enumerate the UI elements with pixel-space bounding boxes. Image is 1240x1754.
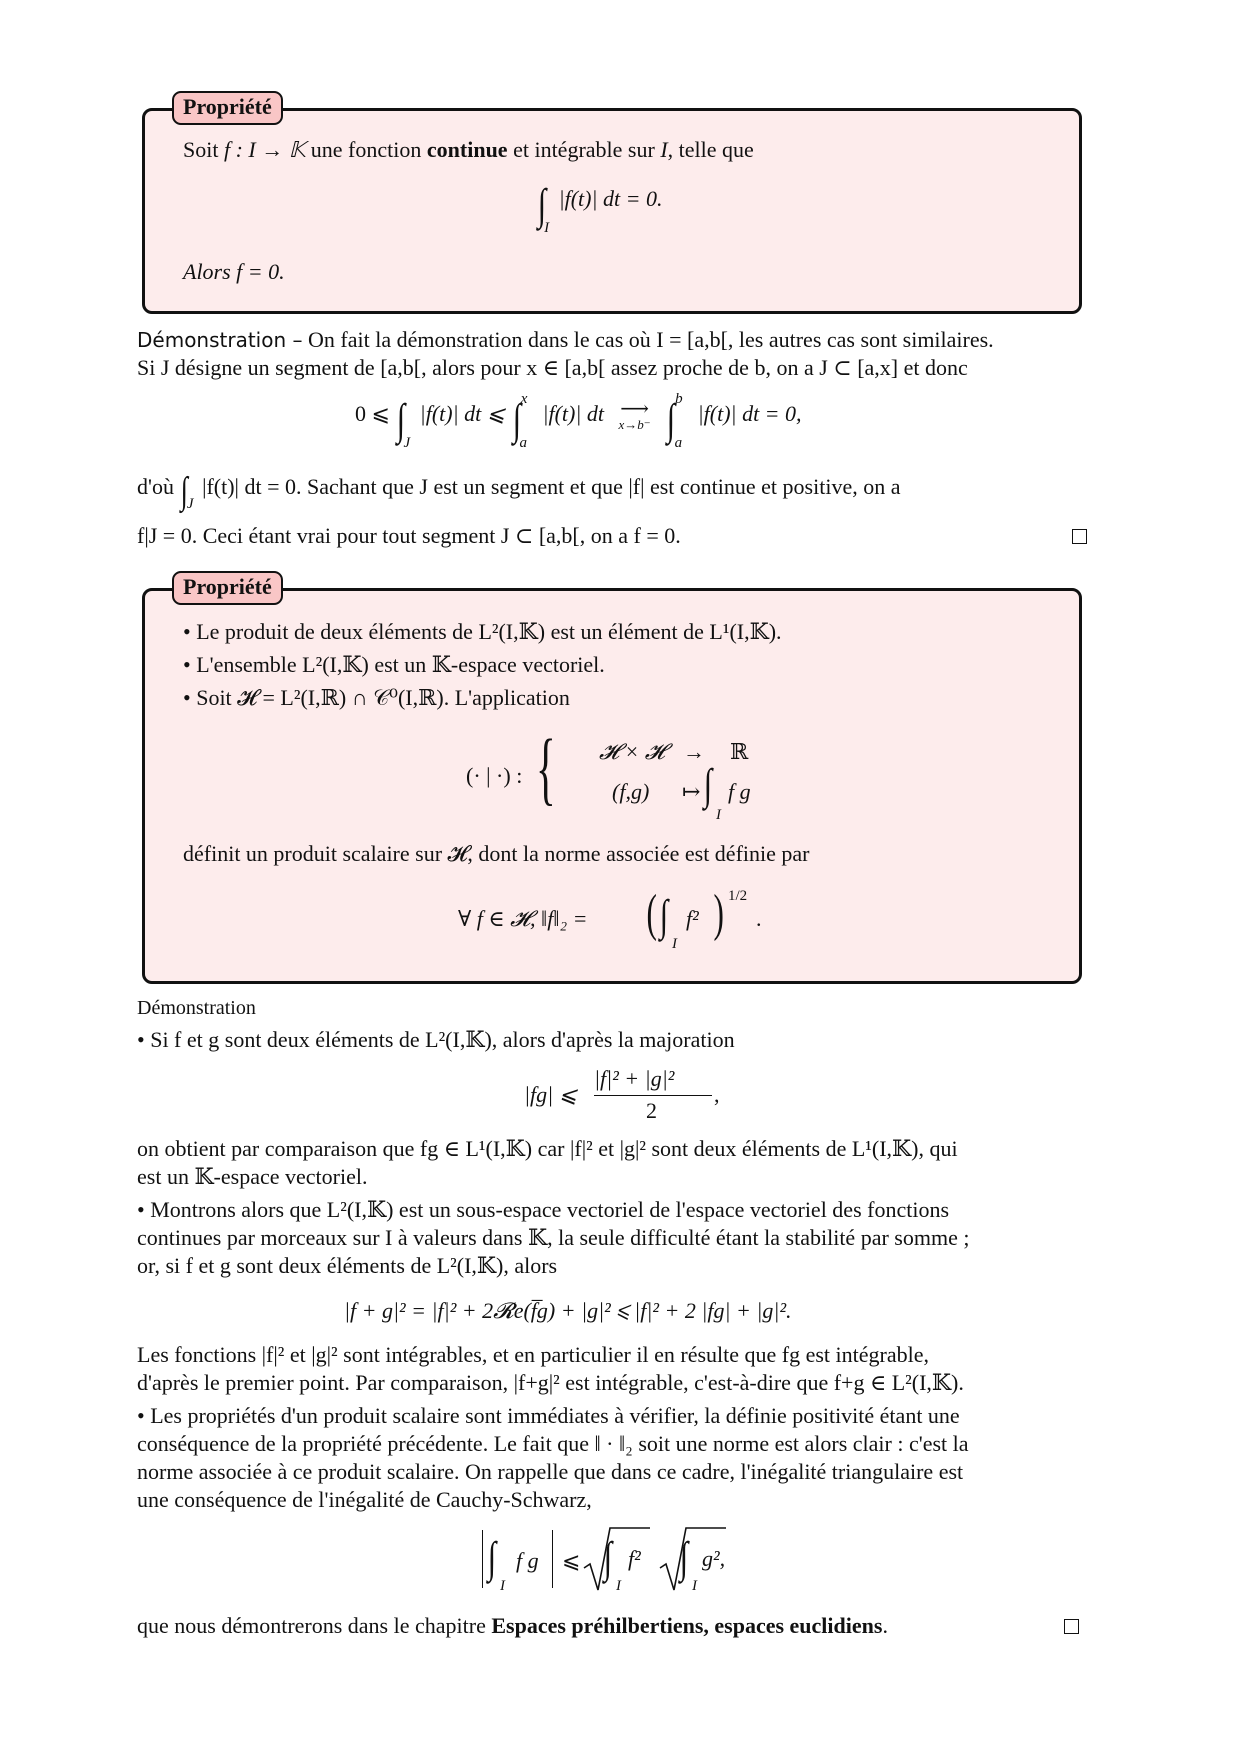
property-1-statement: Soit f : I → 𝕂 une fonction continue et intégrable sur I, telle que <box>183 137 754 162</box>
demo-2-p4a: Les fonctions |f|² et |g|² sont intégrables, et en particulier il en résulte que fg est intégrable, <box>137 1342 929 1367</box>
property-tag-2: Propriété <box>172 571 283 605</box>
demo-1-line-2: Si J désigne un segment de [a,b[, alors pour x ∈ [a,b[ assez proche de b, on a J ⊂ [a,x] et donc <box>137 355 968 380</box>
limit-arrow: ⟶ x→b⁻ <box>618 398 651 432</box>
demo-2-p4b: d'après le premier point. Par comparaison, |f+g|² est intégrable, c'est-à-dire que f+g ∈ L²(I,𝕂). <box>137 1370 964 1395</box>
property-2-bullet-1: • Le produit de deux éléments de L²(I,𝕂) est un élément de L¹(I,𝕂). <box>183 619 782 644</box>
integral-sign: ∫ <box>537 180 547 229</box>
abs-bar-right <box>552 1530 553 1588</box>
majoration: |fg| ⩽ |f|² + |g|² 2 , <box>524 1066 720 1123</box>
integral-sign: ∫ <box>512 394 521 444</box>
integral-sign: ∫ <box>659 891 669 940</box>
property-2-after: définit un produit scalaire sur 𝓗, dont la norme associée est définie par <box>183 841 810 866</box>
comma: , <box>714 1082 720 1107</box>
integral-sign: ∫ <box>181 470 189 512</box>
integral-sign: ∫ <box>397 394 406 444</box>
property-1-conclusion: Alors f = 0. <box>183 259 285 284</box>
right-paren: ) <box>713 885 724 942</box>
demo-2-p5c: norme associée à ce produit scalaire. On rappelle que dans ce cadre, l'inégalité triangulaire est <box>137 1459 964 1484</box>
qed-square-icon <box>1072 529 1087 544</box>
demo-2-last: que nous démontrerons dans le chapitre Espaces préhilbertiens, espaces euclidiens. <box>137 1613 888 1638</box>
integral-sign: ∫ <box>487 1533 497 1582</box>
property-2-bullet-3: • Soit 𝓗 = L²(I,ℝ) ∩ 𝒞⁰(I,ℝ). L'application <box>183 685 570 710</box>
demo-2-p5a: • Les propriétés d'un produit scalaire sont immédiates à vérifier, la définie positivité étant une <box>137 1403 960 1428</box>
demo-1-line-4: f|J = 0. Ceci étant vrai pour tout segment J ⊂ [a,b[, on a f = 0. <box>137 523 681 548</box>
demo-2-p2b: est un 𝕂-espace vectoriel. <box>137 1164 368 1189</box>
sum-inequality: |f + g|² = |f|² + 2𝓡e(f̅g) + |g|² ⩽ |f|² + 2 |fg| + |g|². <box>344 1298 792 1323</box>
demo-2-p3c: or, si f et g sont deux éléments de L²(I,𝕂), alors <box>137 1253 558 1278</box>
integral-sign: ∫ <box>603 1533 613 1582</box>
integral-sign: ∫ <box>703 760 713 809</box>
inner-product-map: (· | ·) : { 𝓗 × 𝓗 → ℝ (f,g) ↦ ∫ I f g <box>466 722 751 823</box>
property-2-bullet-2: • L'ensemble L²(I,𝕂) est un 𝕂-espace vectoriel. <box>183 652 605 677</box>
norm-definition: ∀ f ∈ 𝓗, ‖f‖₂ = ( ∫ I f² ) 1/2 . <box>458 885 762 952</box>
demo-2-p5d: une conséquence de l'inégalité de Cauchy-Schwarz, <box>137 1487 592 1512</box>
demo-1-line-3: d'où $\int_J$ |f(t)| dt = 0. Sachant que J est un segment et que |f| est continue et positive, on a <box>137 470 901 513</box>
abs-bar-left <box>482 1530 483 1588</box>
demo-2-p1: • Si f et g sont deux éléments de L²(I,𝕂), alors d'après la majoration <box>137 1027 735 1052</box>
demo-2-label: Démonstration <box>137 997 256 1019</box>
demo-2-p2a: on obtient par comparaison que fg ∈ L¹(I,𝕂) car |f|² et |g|² sont deux éléments de L¹(I,𝕂), qui <box>137 1136 958 1161</box>
integral-sign: ∫ <box>679 1533 689 1582</box>
demo-2-p3b: continues par morceaux sur I à valeurs dans 𝕂, la seule difficulté étant la stabilité par somme ; <box>137 1225 970 1250</box>
demo-1-line-1: Démonstration – On fait la démonstration dans le cas où I = [a,b[, les autres cas sont similaires. <box>137 327 994 352</box>
property-1-equation: $\int_I$ |f(t)| dt = 0. <box>537 180 663 237</box>
cauchy-schwarz: ∫ I f g ⩽ ∫ I f² ∫ I g², <box>482 1524 742 1604</box>
integral-sign: ∫ <box>666 394 676 444</box>
demo-2-p3a: • Montrons alors que L²(I,𝕂) est un sous-espace vectoriel de l'espace vectoriel des fonctions <box>137 1197 950 1222</box>
brace: { <box>536 722 556 813</box>
qed-square-icon <box>1064 1619 1079 1634</box>
demo-1-equation: 0 ⩽ $\int_J$ |f(t)| dt ⩽ ∫$^x_a$ |f(t)| dt ⟶ x→b⁻ ∫$^b_a$ |f(t)| dt = 0, <box>355 391 802 451</box>
left-paren: ( <box>646 885 657 942</box>
demo-2-p5b: conséquence de la propriété précédente. Le fait que ‖ · ‖₂ soit une norme est alors clair : c'est la <box>137 1431 969 1456</box>
period: . <box>756 906 762 931</box>
fraction-bar <box>594 1095 712 1096</box>
property-tag-1: Propriété <box>172 91 283 125</box>
demo-1-label: Démonstration – <box>137 328 303 352</box>
